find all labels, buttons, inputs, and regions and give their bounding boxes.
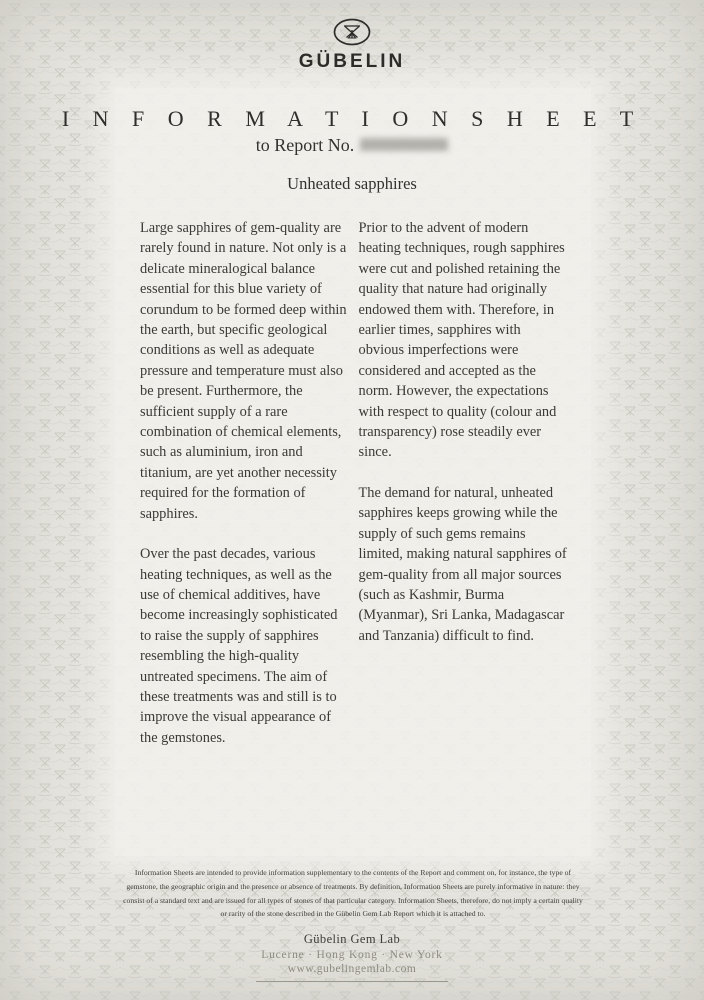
footer-divider	[256, 981, 448, 982]
brand-header	[0, 16, 704, 73]
footer-website: www.gubelingemlab.com	[287, 963, 417, 975]
page-title: I N F O R M A T I O N S H E E T	[61, 106, 643, 131]
left-column	[140, 218, 351, 768]
logo-text: GÜBELIN	[298, 51, 406, 72]
footer-locations: Lucerne · Hong Kong · New York	[261, 949, 443, 961]
footer	[0, 932, 704, 982]
paragraph: Large sapphires of gem-quality are rarely found in nature. Not only is a delicate mineralogical balance essential for this blue variety of corundum to be formed deep within the earth, but specific geological conditions as well as adequate pressure and temperature must also be present. Furthermore, the sufficient supply of a rare combination of chemical elements, such as aluminium, iron and titanium, are yet another necessity required for the formation of sapphires.	[140, 220, 347, 522]
paragraph: The demand for natural, unheated sapphires keeps growing while the supply of such gems remains limited, making natural sapphires of gem-quality from all major sources (such as Kashmir, Burma (Myanmar), Sri Lanka, Madagascar and Tanzania) difficult to find.	[358, 484, 567, 644]
report-number-line	[0, 135, 704, 156]
report-prefix: to Report No.	[255, 135, 355, 155]
subject-title: Unheated sapphires	[287, 174, 417, 193]
disclaimer-fine-print: Information Sheets are intended to provide information supplementary to the contents of the Report and comment on, for instance, the type of gemstone, the geographic origin and the presence or absence of treatments. By definition, Information Sheets are purely informative in nature: they consist of a standard text and are issued for all types of stones of that particular category. Information Sheets, therefore, do not imply a certain quality or rarity of the stone described in the Gübelin Gem Lab Report which it is attached to.	[123, 868, 583, 919]
gubelin-emblem-icon	[329, 16, 375, 50]
paragraph: Prior to the advent of modern heating techniques, rough sapphires were cut and polished retaining the quality that nature had originally endowed them with. Therefore, in earlier times, sapphires with obvious imperfections were considered and accepted as the norm. However, the expectations with respect to quality (colour and transparency) rose steadily ever since.	[358, 220, 565, 461]
body-text	[140, 218, 569, 768]
redacted-report-number	[360, 138, 448, 151]
right-column	[359, 218, 570, 768]
paragraph: Over the past decades, various heating techniques, as well as the use of chemical additives, have become increasingly sophisticated to raise the supply of sapphires resembling the high-quality untreated specimens. The aim of these treatments was and still is to improve the visual appearance of the gemstones.	[140, 546, 338, 746]
footer-company-name: Gübelin Gem Lab	[303, 932, 401, 946]
